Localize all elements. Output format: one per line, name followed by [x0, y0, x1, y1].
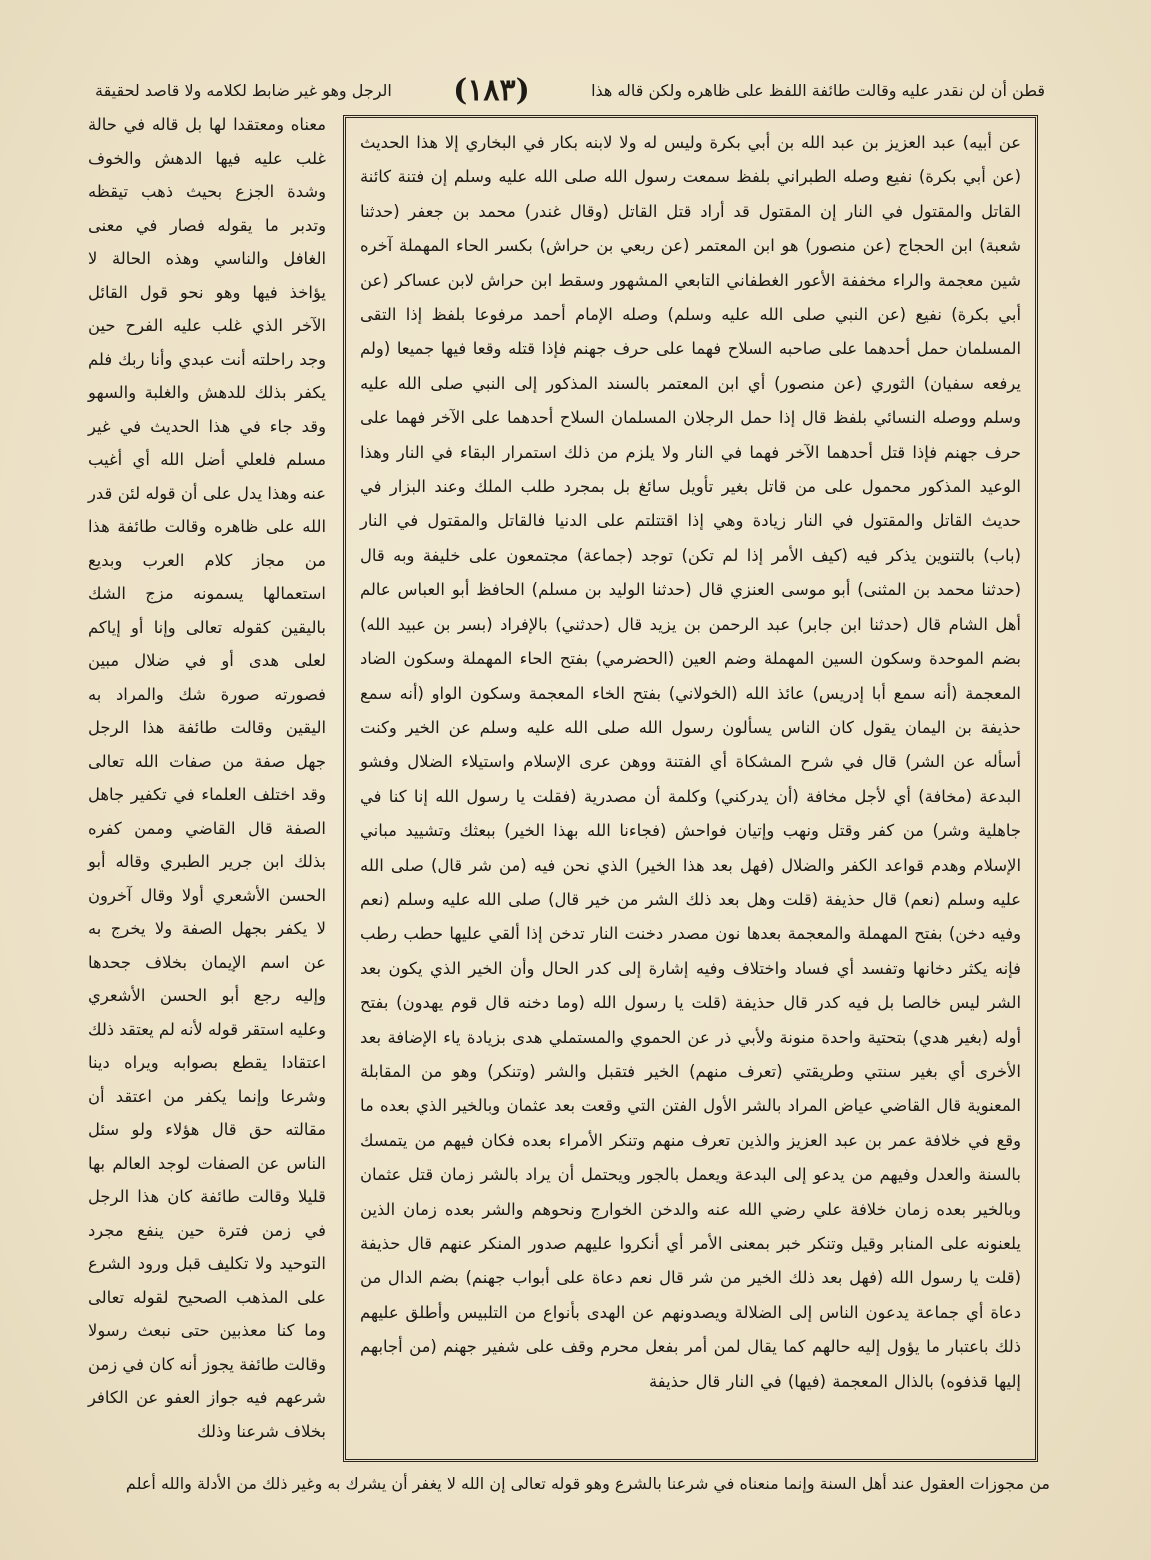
page-number: (١٨٣): [453, 72, 530, 108]
header-left-text: الرجل وهو غير ضابط لكلامه ولا قاصد لحقيقة: [95, 80, 392, 100]
page-footer-text: من مجوزات العقول عند أهل السنة وإنما منعناه في شرعنا بالشرع وهو قوله تعالى إن الله لا يغفر أن يشرك به وغير ذلك من الأدلة والله أعلم: [125, 1474, 1050, 1493]
main-body-text: عن أبيه) عبد العزيز بن عبد الله بن أبي بكرة وليس له ولا لابنه بكار في البخاري إلا هذا الحديث (عن أبي بكرة) نفيع وصله الطبراني بلفظ سمعت رسول الله صلى الله عليه وسلم إن فتنة كائنة القاتل والمقتول في النار إن المقتول قد أراد قتل القاتل (وقال غندر) محمد بن جعفر (حدثنا شعبة) ابن الحجاج (عن منصور) هو ابن المعتمر (عن ربعي بن حراش) بكسر الحاء المهملة آخره شين معجمة والراء مخففة الأعور الغطفاني التابعي المشهور وسقط ابن حراش لابن عساكر (عن أبي بكرة) نفيع (عن النبي صلى الله عليه وسلم) وصله الإمام أحمد مرفوعا بلفظ إذا التقى المسلمان حمل أحدهما على صاحبه السلاح فهما على حرف جهنم فإذا قتله وقعا فيها جميعا (ولم يرفعه سفيان) الثوري (عن منصور) أي ابن المعتمر بالسند المذكور إلى النبي صلى الله عليه وسلم ووصله النسائي بلفظ قال إذا حمل الرجلان المسلمان السلاح أحدهما على الآخر فهما على حرف جهنم فإذا قتل أحدهما الآخر فهما في النار ولا يلزم من ذلك استمرار البقاء في النار وهذا الوعيد المذكور محمول على من قاتل بغير تأويل سائغ بل بمجرد طلب الملك وعند البزار في حديث القاتل والمقتول في النار زيادة وهي إذا اقتتلتم على الدنيا فالقاتل والمقتول في النار (باب) بالتنوين يذكر فيه (كيف الأمر إذا لم تكن) توجد (جماعة) مجتمعون على خليفة وبه قال (حدثنا محمد بن المثنى) أبو موسى العنزي قال (حدثنا الوليد بن مسلم) الحافظ أبو العباس عالم أهل الشام قال (حدثنا ابن جابر) عبد الرحمن بن يزيد قال (حدثني) بالإفراد (بسر بن عبيد الله) بضم الموحدة وسكون السين المهملة وضم العين (الحضرمي) بفتح الحاء المهملة وسكون الضاد المعجمة (أنه سمع أبا إدريس) عائذ الله (الخولاني) بفتح الخاء المعجمة وسكون الواو (أنه سمع حذيفة بن اليمان يقول كان الناس يسألون رسول الله صلى الله عليه وسلم عن الخير وكنت أسأله عن الشر) قال في شرح المشكاة أي الفتنة ووهن عرى الإسلام واستيلاء الضلال وفشو البدعة (مخافة) أي لأجل مخافة (أن يدركني) وكلمة أن مصدرية (فقلت يا رسول الله إنا كنا في جاهلية وشر) من كفر وقتل ونهب وإتيان فواحش (فجاءنا الله بهذا الخير) ببعثك وتشييد مباني الإسلام وهدم قواعد الكفر والضلال (فهل بعد هذا الخير) الذي نحن فيه (من شر قال) صلى الله عليه وسلم (نعم) قال حذيفة (قلت وهل بعد ذلك الشر من خير قال) صلى الله عليه وسلم (نعم وفيه دخن) بفتح المهملة والمعجمة بعدها نون مصدر دخنت النار تدخن إذا ألقي عليها حطب رطب فإنه يكثر دخانها وتفسد أي فساد واختلاف وفيه إشارة إلى كدر الحال وأن الخير الذي يكون بعد الشر ليس خالصا بل فيه كدر قال حذيفة (قلت يا رسول الله (وما دخنه قال قوم يهدون) بفتح أوله (بغير هدي) بتحتية واحدة منونة ولأبي ذر عن الحموي والمستملي هدى بزيادة ياء الإضافة بعد الأخرى أي بغير سنتي وطريقتي (تعرف منهم) الخير فتقبل والشر (وتنكر) وهو من المقابلة المعنوية قال القاضي عياض المراد بالشر الأول الفتن التي وقعت بعد عثمان وبالخير الذي بعده ما وقع في خلافة عمر بن عبد العزيز والذين تعرف منهم وتنكر الأمراء بعده فكان فيهم من يتمسك بالسنة والعدل وفيهم من يدعو إلى البدعة ويعمل بالجور ويحتمل أن يراد بالشر زمان قتل عثمان وبالخير بعده زمان خلافة علي رضي الله عنه والدخن الخوارج ونحوهم والشر بعده زمان الذين يلعنونه على المنابر وقيل وتنكر خبر بمعنى الأمر أي أنكروا عليهم صدور المنكر عنهم قال حذيفة (قلت يا رسول الله (فهل بعد ذلك الخير من شر قال نعم دعاة على أبواب جهنم) بضم الدال من دعاة أي جماعة يدعون الناس إلى الضلالة ويصدونهم عن الهدى بأنواع من التلبيس وأطلق عليهم ذلك باعتبار ما يؤول إليه حالهم كما يقال لمن أمر بفعل محرم وقف على شفير جهنم (من أجابهم إليها قذفوه) بالذال المعجمة (فيها) في النار قال حذيفة: [360, 133, 1021, 1391]
main-text-frame: [343, 115, 1038, 1462]
header-right-text: قطن أن لن نقدر عليه وقالت طائفة اللفظ على ظاهره ولكن قاله هذا: [591, 80, 1045, 100]
page-header: [95, 70, 1045, 110]
margin-commentary: معناه ومعتقدا لها بل قاله في حالة غلب عليه فيها الدهش والخوف وشدة الجزع بحيث ذهب تيقظه وتدبر ما يقوله فصار في معنى الغافل والناسي وهذه الحالة لا يؤاخذ فيها وهو نحو قول القائل الآخر الذي غلب عليه الفرح حين وجد راحلته أنت عبدي وأنا ربك فلم يكفر بذلك للدهش والغلبة والسهو وقد جاء في هذا الحديث في غير مسلم فلعلي أضل الله أي أغيب عنه وهذا يدل على أن قوله لئن قدر الله على ظاهره وقالت طائفة هذا من مجاز كلام العرب وبديع استعمالها يسمونه مزج الشك باليقين كقوله تعالى وإنا أو إياكم لعلى هدى أو في ضلال مبين فصورته صورة شك والمراد به اليقين وقالت طائفة هذا الرجل جهل صفة من صفات الله تعالى وقد اختلف العلماء في تكفير جاهل الصفة قال القاضي وممن كفره بذلك ابن جرير الطبري وقاله أبو الحسن الأشعري أولا وقال آخرون لا يكفر بجهل الصفة ولا يخرج به عن اسم الإيمان بخلاف جحدها وإليه رجع أبو الحسن الأشعري وعليه استقر قوله لأنه لم يعتقد ذلك اعتقادا يقطع بصوابه ويراه دينا وشرعا وإنما يكفر من اعتقد أن مقالته حق قال هؤلاء ولو سئل الناس عن الصفات لوجد العالم بها قليلا وقالت طائفة كان هذا الرجل في زمن فترة حين ينفع مجرد التوحيد ولا تكليف قبل ورود الشرع على المذهب الصحيح لقوله تعالى وما كنا معذبين حتى نبعث رسولا وقالت طائفة يجوز أنه كان في زمن شرعهم فيه جواز العفو عن الكافر بخلاف شرعنا وذلك: [88, 115, 326, 1441]
